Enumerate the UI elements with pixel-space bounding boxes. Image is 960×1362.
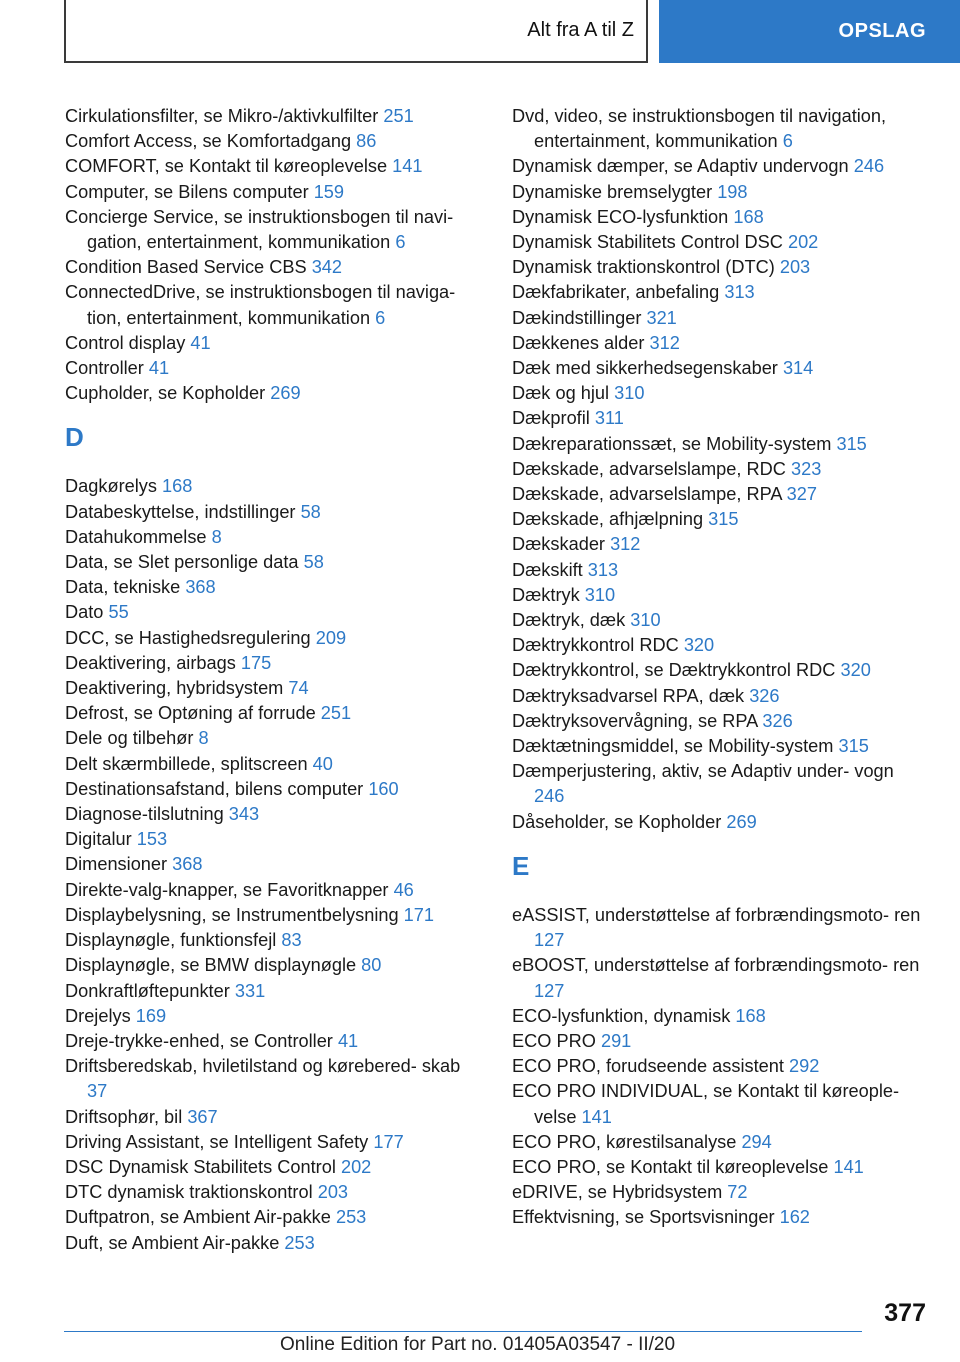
- index-entry: [512, 608, 922, 633]
- index-entry-page-link[interactable]: 198: [717, 181, 748, 202]
- index-entry: [512, 810, 922, 835]
- index-entry-text: ECO PRO, forudseende assistent: [512, 1056, 784, 1077]
- index-entry-page-link[interactable]: 343: [228, 804, 260, 825]
- index-entry-page-link[interactable]: 83: [281, 930, 302, 951]
- index-entry-page-link[interactable]: 72: [727, 1182, 748, 1203]
- index-entry-page-link[interactable]: 209: [315, 627, 347, 648]
- index-entry-text: Dæktrykkontrol RDC: [512, 635, 679, 656]
- index-entry-page-link[interactable]: 367: [187, 1106, 218, 1127]
- index-entry-page-link[interactable]: 294: [741, 1131, 772, 1152]
- index-entry-page-link[interactable]: 171: [403, 904, 435, 925]
- index-entry-text: Data, se Slet personlige data: [65, 552, 299, 573]
- index-entry-text: Computer, se Bilens computer: [65, 181, 309, 202]
- index-entry-page-link[interactable]: 326: [749, 685, 780, 706]
- index-entry-text: Duftpatron, se Ambient Air-pakke: [65, 1207, 331, 1228]
- index-entry: [65, 1180, 485, 1205]
- index-entry-page-link[interactable]: 40: [312, 753, 333, 774]
- index-entry: [65, 752, 485, 777]
- index-entry-text: Defrost, se Optøning af forrude: [65, 703, 316, 724]
- index-entry-text: ECO PRO, kørestilsanalyse: [512, 1131, 737, 1152]
- index-entry-text: Dimensioner: [65, 854, 168, 875]
- index-entry: [65, 676, 485, 701]
- index-entry-text: ECO PRO, se Kontakt til køreoplevelse: [512, 1156, 829, 1177]
- index-entry-text: Dato: [65, 602, 104, 623]
- index-entry: [512, 306, 922, 331]
- index-entry-page-link[interactable]: 312: [610, 534, 641, 555]
- index-entry-text: DSC Dynamisk Stabilitets Control: [65, 1156, 336, 1177]
- index-entry: [512, 205, 922, 230]
- index-entry: [65, 180, 485, 205]
- index-entry-page-link[interactable]: 141: [833, 1156, 864, 1177]
- index-entry-text: Dækskade, afhjælpning: [512, 509, 704, 530]
- index-entry: [65, 953, 485, 978]
- index-entry-text: Dæktrykkontrol, se Dæktrykkontrol RDC: [512, 660, 836, 681]
- index-entry-text: Deaktivering, airbags: [65, 652, 236, 673]
- index-letter-heading: D: [65, 422, 84, 453]
- index-entry-page-link[interactable]: 168: [733, 206, 764, 227]
- index-entry-page-link[interactable]: 251: [383, 106, 414, 126]
- index-entry-page-link[interactable]: 368: [185, 577, 216, 598]
- index-entry-text: Dæktryksovervågning, se RPA: [512, 710, 758, 731]
- index-entry: [512, 331, 922, 356]
- index-entry: [65, 129, 485, 154]
- index-entry: [512, 759, 922, 809]
- index-entry-page-link[interactable]: 58: [300, 501, 321, 522]
- index-entry-page-link[interactable]: 331: [234, 980, 266, 1001]
- index-entry-page-link[interactable]: 41: [190, 332, 211, 353]
- index-entry-page-link[interactable]: 159: [313, 181, 345, 202]
- index-entry-text: Destinationsafstand, bilens computer: [65, 778, 364, 799]
- index-entry-page-link[interactable]: 86: [356, 131, 377, 152]
- index-entry-page-link[interactable]: 310: [630, 610, 661, 631]
- index-entry: [512, 255, 922, 280]
- index-entry: [512, 280, 922, 305]
- index-entry: [512, 180, 922, 205]
- index-entry: [512, 1130, 922, 1155]
- index-entry-page-link[interactable]: 80: [361, 955, 382, 976]
- index-entry-text: Donkraftløftepunkter: [65, 980, 230, 1001]
- index-entry-page-link[interactable]: 313: [587, 559, 619, 580]
- index-entry-text: Datahukommelse: [65, 526, 207, 547]
- index-entry-text: Concierge Service, se instruktionsbogen til navi‐ gation, entertainment, kommunikation: [65, 206, 454, 253]
- index-entry: [65, 827, 485, 852]
- index-entry-text: eASSIST, understøttelse af forbrændingsmoto‐ ren: [512, 904, 921, 925]
- index-entry-text: Condition Based Service CBS: [65, 257, 307, 278]
- index-entry-text: Direkte-valg-knapper, se Favoritknapper: [65, 879, 389, 900]
- index-entry: [512, 633, 922, 658]
- index-entry-text: DTC dynamisk traktionskontrol: [65, 1182, 313, 1203]
- index-entry-page-link[interactable]: 8: [198, 728, 209, 749]
- index-entry: [65, 979, 485, 1004]
- index-entry-page-link[interactable]: 315: [708, 509, 739, 530]
- index-entry: [512, 432, 922, 457]
- index-entry-text: Dækindstillinger: [512, 307, 642, 328]
- index-entry-text: Cupholder, se Kopholder: [65, 383, 266, 404]
- index-entry-text: Diagnose-tilslutning: [65, 804, 224, 825]
- index-entry-text: Dagkørelys: [65, 476, 157, 497]
- index-entry-text: Driving Assistant, se Intelligent Safety: [65, 1131, 369, 1152]
- index-entry-page-link[interactable]: 311: [594, 408, 624, 429]
- index-entry-text: Dækskade, advarselslampe, RPA: [512, 484, 782, 505]
- index-entry: [65, 1155, 485, 1180]
- index-entry-page-link[interactable]: 314: [782, 358, 814, 379]
- index-entry: [65, 1004, 485, 1029]
- index-entry: [512, 457, 922, 482]
- index-entry-text: Databeskyttelse, indstillinger: [65, 501, 296, 522]
- index-entry-page-link[interactable]: 127: [534, 980, 565, 1001]
- index-entry-page-link[interactable]: 320: [683, 635, 715, 656]
- index-entry-page-link[interactable]: 321: [646, 307, 677, 328]
- index-column-right: [512, 104, 922, 1231]
- index-entry-page-link[interactable]: 202: [787, 232, 819, 253]
- index-entry-text: Dele og tilbehør: [65, 728, 194, 749]
- index-entry-page-link[interactable]: 253: [284, 1232, 315, 1253]
- index-entry-page-link[interactable]: 291: [600, 1030, 632, 1051]
- index-entry-text: Displaybelysning, se Instrumentbelysning: [65, 904, 399, 925]
- header-tab[interactable]: [659, 0, 960, 63]
- index-entry: [512, 507, 922, 532]
- index-entry: [512, 532, 922, 557]
- index-entry: [65, 802, 485, 827]
- index-entry-text: Dækkenes alder: [512, 332, 645, 353]
- index-entry: [65, 600, 485, 625]
- index-entry-text: Dynamisk dæmper, se Adaptiv undervogn: [512, 156, 849, 177]
- index-entry-page-link[interactable]: 203: [317, 1182, 349, 1203]
- index-entry-text: Dækreparationssæt, se Mobility-system: [512, 433, 832, 454]
- index-entry-text: Dynamisk traktionskontrol (DTC): [512, 257, 775, 278]
- index-entry-text: Dynamisk Stabilitets Control DSC: [512, 232, 783, 253]
- index-entry-page-link[interactable]: 168: [735, 1005, 766, 1026]
- index-entry-text: Deaktivering, hybridsystem: [65, 678, 284, 699]
- index-entry-text: Dynamiske bremselygter: [512, 181, 713, 202]
- index-entry-text: Delt skærmbillede, splitscreen: [65, 753, 308, 774]
- index-entry-text: Cirkulationsfilter, se Mikro-/aktivkulfilter: [65, 106, 379, 126]
- header-section-box: [64, 0, 648, 63]
- index-entry: [65, 104, 485, 129]
- index-entry-page-link[interactable]: 177: [373, 1131, 404, 1152]
- index-entry: [65, 903, 485, 928]
- index-entry-text: eDRIVE, se Hybridsystem: [512, 1182, 723, 1203]
- index-entry: [512, 658, 922, 683]
- index-entry: [512, 1054, 922, 1079]
- index-entry-text: Dæktætningsmiddel, se Mobility-system: [512, 736, 834, 757]
- index-entry: [65, 154, 485, 179]
- index-entry-text: Dæk og hjul: [512, 383, 610, 404]
- index-entry-text: Dæk med sikkerhedsegenskaber: [512, 358, 778, 379]
- index-entry: [65, 852, 485, 877]
- index-entry: [65, 1130, 485, 1155]
- index-entry-page-link[interactable]: 37: [87, 1081, 108, 1102]
- index-entry: [512, 583, 922, 608]
- index-entry: [65, 525, 485, 550]
- index-entry: [512, 734, 922, 759]
- index-entry-page-link[interactable]: 6: [375, 307, 386, 328]
- index-entry-page-link[interactable]: 310: [614, 383, 645, 404]
- index-entry-page-link[interactable]: 269: [270, 383, 301, 404]
- index-entry-text: Comfort Access, se Komfortadgang: [65, 131, 352, 152]
- index-entry-page-link[interactable]: 246: [534, 786, 565, 807]
- index-entry: [512, 953, 922, 1003]
- index-entry: [65, 1054, 485, 1104]
- index-entry-text: Displaynøgle, funktionsfejl: [65, 930, 277, 951]
- index-entry: [512, 709, 922, 734]
- index-entry-page-link[interactable]: 312: [649, 332, 680, 353]
- index-entry-text: Dvd, video, se instruktionsbogen til navigation, entertainment, kommunikation: [512, 106, 887, 152]
- index-entry: [65, 474, 485, 499]
- index-entry-text: Driftsophør, bil: [65, 1106, 183, 1127]
- index-entry-text: Dæktryksadvarsel RPA, dæk: [512, 685, 745, 706]
- index-entry-page-link[interactable]: 127: [534, 930, 565, 951]
- index-entry: [65, 280, 485, 330]
- index-entry: [65, 726, 485, 751]
- header-tab-label: OPSLAG: [838, 20, 926, 42]
- index-entry: [512, 684, 922, 709]
- index-entry: [512, 482, 922, 507]
- index-entry: [65, 1105, 485, 1130]
- index-entry-page-link[interactable]: 246: [853, 156, 885, 177]
- index-entry-page-link[interactable]: 175: [240, 652, 272, 673]
- index-entry: [512, 104, 922, 154]
- index-entry-page-link[interactable]: 74: [288, 678, 309, 699]
- index-entry: [512, 381, 922, 406]
- index-entry-text: Effektvisning, se Sportsvisninger: [512, 1207, 775, 1228]
- index-entry-text: Control display: [65, 332, 186, 353]
- index-entry-page-link[interactable]: 368: [172, 854, 203, 875]
- index-entry-text: Dækprofil: [512, 408, 590, 429]
- index-entry-page-link[interactable]: 141: [581, 1106, 612, 1127]
- index-entry: [65, 1231, 485, 1256]
- index-entry-page-link[interactable]: 251: [320, 703, 352, 724]
- index-entry: [65, 777, 485, 802]
- index-entry: [512, 558, 922, 583]
- index-entry: [65, 500, 485, 525]
- index-entry-page-link[interactable]: 46: [393, 879, 414, 900]
- index-entry: [65, 1205, 485, 1230]
- index-entry-text: ECO PRO: [512, 1030, 596, 1051]
- index-entry: [512, 1205, 922, 1230]
- index-entry-page-link[interactable]: 326: [762, 710, 793, 731]
- index-entry: [65, 651, 485, 676]
- index-entry: [65, 701, 485, 726]
- index-entry-page-link[interactable]: 55: [108, 602, 129, 623]
- index-entry-text: Dækskade, advarselslampe, RDC: [512, 458, 786, 479]
- index-entry-text: Driftsberedskab, hviletilstand og kørebered‐ skab: [65, 1056, 461, 1077]
- index-entry: [65, 928, 485, 953]
- index-entry-text: Duft, se Ambient Air-pakke: [65, 1232, 280, 1253]
- footer-text: Online Edition for Part no. 01405A03547 - II/20: [280, 1334, 676, 1355]
- index-entry-page-link[interactable]: 202: [340, 1156, 372, 1177]
- index-entry-text: eBOOST, understøttelse af forbrændingsmoto‐ ren: [512, 955, 920, 976]
- index-entry-page-link[interactable]: 315: [836, 433, 867, 454]
- index-entry-page-link[interactable]: 41: [337, 1030, 359, 1051]
- index-entry: [65, 550, 485, 575]
- index-entry: [65, 381, 485, 406]
- index-entry-text: ECO PRO INDIVIDUAL, se Kontakt til køreople‐ velse: [512, 1081, 900, 1127]
- index-entry-page-link[interactable]: 160: [368, 778, 399, 799]
- index-column-left: [65, 104, 485, 1256]
- index-entry-text: Digitalur: [65, 829, 132, 850]
- index-entry: [65, 205, 485, 255]
- index-entry: [512, 230, 922, 255]
- page-number: 377: [884, 1299, 926, 1327]
- index-entry: [65, 331, 485, 356]
- index-entry-page-link[interactable]: 168: [162, 476, 193, 497]
- index-entry-page-link[interactable]: 8: [211, 526, 222, 547]
- header-section-title: Alt fra A til Z: [527, 19, 634, 41]
- index-entry: [65, 626, 485, 651]
- index-entry-page-link[interactable]: 327: [786, 484, 817, 505]
- index-entry-page-link[interactable]: 320: [840, 660, 871, 681]
- index-entry-page-link[interactable]: 292: [789, 1056, 820, 1077]
- index-entry-text: Displaynøgle, se BMW displaynøgle: [65, 955, 357, 976]
- index-entry: [512, 154, 922, 179]
- index-entry: [512, 1180, 922, 1205]
- index-entry-text: Dækfabrikater, anbefaling: [512, 282, 720, 303]
- index-entry-page-link[interactable]: 162: [779, 1207, 810, 1228]
- index-entry-page-link[interactable]: 315: [838, 736, 869, 757]
- index-entry-page-link[interactable]: 169: [135, 1005, 167, 1026]
- index-entry: [512, 1029, 922, 1054]
- index-entry-page-link[interactable]: 58: [303, 552, 324, 573]
- index-entry-text: Data, tekniske: [65, 577, 181, 598]
- index-entry: [512, 1155, 922, 1180]
- index-entry-page-link[interactable]: 6: [395, 232, 406, 253]
- index-entry-text: COMFORT, se Kontakt til køreoplevelse: [65, 156, 388, 177]
- index-entry-page-link[interactable]: 153: [136, 829, 168, 850]
- index-entry: [65, 1029, 485, 1054]
- index-entry-text: Dæktryk, dæk: [512, 610, 626, 631]
- index-entry-page-link[interactable]: 313: [724, 282, 755, 303]
- index-entry-page-link[interactable]: 310: [584, 584, 616, 605]
- index-entry-page-link[interactable]: 6: [782, 131, 793, 152]
- index-entry-text: Dækskader: [512, 534, 605, 555]
- index-entry-text: Dreje-trykke-enhed, se Controller: [65, 1030, 333, 1051]
- index-entry-text: ConnectedDrive, se instruktionsbogen til naviga‐ tion, entertainment, kommunikation: [65, 282, 456, 328]
- index-entry: [512, 1079, 922, 1129]
- index-entry-text: Dæktryk: [512, 584, 580, 605]
- index-entry-page-link[interactable]: 203: [779, 257, 811, 278]
- footer-divider: [64, 1331, 862, 1332]
- index-entry-text: Drejelys: [65, 1005, 131, 1026]
- index-entry-page-link[interactable]: 141: [392, 156, 423, 177]
- index-entry-text: DCC, se Hastighedsregulering: [65, 627, 311, 648]
- index-entry: [512, 356, 922, 381]
- index-entry-page-link[interactable]: 41: [148, 358, 170, 379]
- index-entry-text: ECO-lysfunktion, dynamisk: [512, 1005, 731, 1026]
- index-entry-text: Dækskift: [512, 559, 583, 580]
- index-entry: [512, 1004, 922, 1029]
- index-entry-page-link[interactable]: 342: [311, 257, 343, 278]
- index-entry-page-link[interactable]: 269: [726, 811, 757, 832]
- index-entry-page-link[interactable]: 253: [335, 1207, 367, 1228]
- index-entry-text: Dæmperjustering, aktiv, se Adaptiv under‐ vogn: [512, 761, 894, 782]
- index-entry-page-link[interactable]: 323: [791, 458, 822, 479]
- index-entry: [512, 406, 922, 431]
- index-entry-text: Dynamisk ECO-lysfunktion: [512, 206, 729, 227]
- index-entry-text: Dåseholder, se Kopholder: [512, 811, 722, 832]
- index-letter-heading: E: [512, 850, 530, 881]
- index-entry: [65, 356, 485, 381]
- index-entry: [65, 575, 485, 600]
- index-entry: [65, 878, 485, 903]
- index-entry: [512, 903, 922, 953]
- index-entry: [65, 255, 485, 280]
- index-entry-text: Controller: [65, 358, 144, 379]
